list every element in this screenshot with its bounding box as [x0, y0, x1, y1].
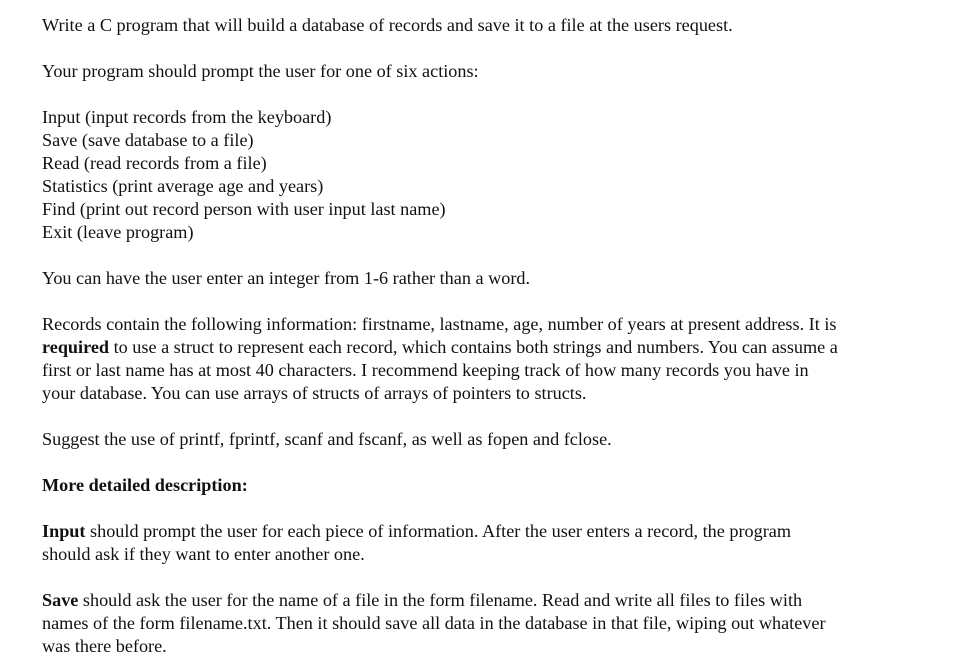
intro-paragraph: Write a C program that will build a database of records and save it to a file at the users request.	[42, 15, 733, 35]
save-line-1-text: should ask the user for the name of a file in the form filename. Read and write all files to files with	[78, 590, 803, 610]
prompt-intro: Your program should prompt the user for one of six actions:	[42, 61, 479, 81]
action-statistics: Statistics (print average age and years)	[42, 176, 324, 196]
records-line-2	[42, 336, 942, 359]
action-find: Find (print out record person with user input last name)	[42, 199, 446, 219]
input-line-1	[42, 520, 942, 543]
records-line-1: Records contain the following information: firstname, lastname, age, number of years at present address. It is	[42, 314, 837, 334]
action-save: Save (save database to a file)	[42, 130, 254, 150]
suggest-paragraph: Suggest the use of printf, fprintf, scanf and fscanf, as well as fopen and fclose.	[42, 429, 612, 449]
required-emphasis: required	[42, 337, 110, 357]
save-label: Save	[42, 590, 79, 610]
records-paragraph	[42, 313, 942, 405]
detailed-heading-text: More detailed description:	[42, 475, 248, 495]
action-read: Read (read records from a file)	[42, 153, 267, 173]
detailed-heading	[42, 474, 942, 497]
save-description	[42, 589, 942, 658]
input-line-2: should ask if they want to enter another one.	[42, 544, 365, 564]
action-exit: Exit (leave program)	[42, 222, 194, 242]
save-line-2: names of the form filename.txt. Then it should save all data in the database in that file, wiping out whatever	[42, 613, 826, 633]
records-line-2-text: to use a struct to represent each record, which contains both strings and numbers. You can assume a	[109, 337, 838, 357]
input-description	[42, 520, 942, 566]
records-line-4: your database. You can use arrays of structs of arrays of pointers to structs.	[42, 383, 587, 403]
action-input: Input (input records from the keyboard)	[42, 107, 332, 127]
input-label: Input	[42, 521, 86, 541]
save-line-1	[42, 589, 942, 612]
records-line-3: first or last name has at most 40 characters. I recommend keeping track of how many records you have in	[42, 360, 809, 380]
save-line-3: was there before.	[42, 636, 167, 656]
integer-note: You can have the user enter an integer from 1-6 rather than a word.	[42, 268, 531, 288]
assignment-document	[42, 14, 942, 658]
input-line-1-text: should prompt the user for each piece of information. After the user enters a record, the program	[85, 521, 792, 541]
actions-list	[42, 106, 942, 244]
